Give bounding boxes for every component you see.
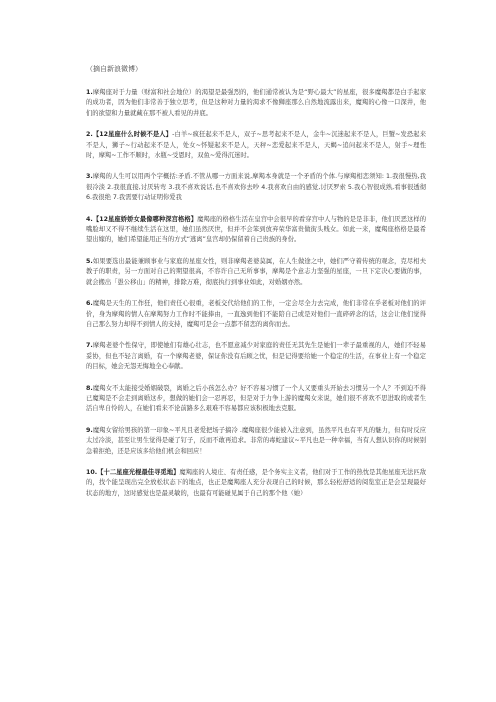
paragraph-number: 5. [86, 257, 93, 265]
paragraph [86, 130, 426, 161]
paragraph-text: 魔羯座的人境庄、有责任感，是个务实主义者，他们对于工作的热忱是其他星座无法匹敌的，找个能呈现出完全放松状态下的地点，也正是魔羯座人充分表现自己的时候，那么轻松舒适的阅览室正是会呈现最好状态的地方，这时感觉也是最灵敏的，也最有可能碰见属于自己的那个他（她） [86, 468, 427, 497]
paragraph [86, 299, 426, 330]
paragraph-text: 摩羯老婆个性保守，即使她们有雄心壮志，也不愿意减少对家庭的责任无其先生是她们一辈子最重视的人，她们不轻易妥协，但也不轻言离婚，有一个摩羯老婆，保证你没有后顾之忧，但是记得要给她一个稳定的生活，在事业上有一个稳定的目标，她会无怨无悔地全心奉献。 [86, 342, 426, 371]
paragraph [86, 257, 426, 288]
paragraph-text: 魔羯座的格格生活在皇宫中会很早的看穿宫中人与物的是是非非，他们厌恶这样的嘴脸却又不得不继续生活在这里，她们虽然厌世，但并不会笨到放弃荣华富贵做街头贱女。如此一来，魔羯座格格是最希望出嫁的，她们希望能用正当的方式“逃离”皇宫却仍保留着自己贵族的身份。 [86, 215, 427, 244]
paragraph-heading: 【12星座什么时候不是人】 [92, 131, 173, 139]
paragraph-text: 摩羯座对于力量（财富和社会地位）的渴望是最强烈的，他们通常被认为是“野心最大”的星座，很多魔羯都是白手起家的成功者，因为他们非常善于独立思考，但是这种对力量的渴求不像狮座那么自然地流露出来，魔羯的心像一口深井，他们的欲望和力量就藏在那不被人看见的井底。 [86, 89, 426, 117]
paragraph [86, 468, 426, 499]
paragraph-text: -白羊~疯狂起来不是人，双子~思考起来不是人，金牛~沉迷起来不是人，巨蟹~发恐起来不是人，狮子~行动起来不是人，处女~怀疑起来不是人，天秤~恋爱起来不是人，天蝎~追问起来不是人，射手~理性时，摩羯~工作不顺时，水瓶~受恩时，双鱼~爱得沉迷时。 [86, 131, 426, 160]
paragraph-text: 摩羯的人生可以用两个字概括:矛盾.不管从哪一方面来说,摩羯本身就是一个矛盾的个体.与摩羯相恋须知: 1.我很慢热,我很冷淡 2.我很直接,讨厌转弯 3.我不喜欢说话,也不喜欢你去吵 4.我喜欢自由的感觉,讨厌罗索 5.我心智很成熟,看事很透彻 6.我很绝 7.我需要行动证明你爱我 [86, 173, 426, 202]
paragraph-number: 6. [86, 300, 93, 308]
article-body [86, 88, 426, 499]
paragraph-number: 4. [86, 215, 93, 223]
paragraph [86, 341, 426, 372]
paragraph-heading: 【12星座娇娇女最像哪种深宫格格】 [92, 215, 198, 223]
paragraph-number: 9. [86, 426, 93, 434]
paragraph-text: 魔羯女留给男孩的第一印象~平凡且老爱把场子搞冷 .魔羯座很少能被入注意到，虽然平凡也有平凡的魅力，但有时反应太过冷淡，甚至让男生觉得是碰了钉子，反而不敢再追求。非常的毒蛇建议~平凡也是一种幸福，当有人想认识你的时候别急着拒绝，还是应该多给他们机会和回应！ [86, 426, 426, 455]
paragraph [86, 215, 426, 246]
paragraph-number: 10. [86, 468, 98, 476]
paragraph-heading: 【十二星座光棍最佳寻觅地】 [97, 468, 180, 476]
paragraph-number: 2. [86, 131, 93, 139]
paragraph [86, 426, 426, 457]
paragraph-number: 8. [86, 384, 93, 392]
paragraph [86, 88, 426, 119]
paragraph-number: 3. [86, 173, 93, 181]
paragraph [86, 384, 426, 415]
paragraph-number: 7. [86, 342, 93, 350]
paragraph [86, 172, 426, 203]
paragraph-number: 1. [86, 89, 93, 96]
paragraph-text: 魔羯女不太能接受婚姻破裂，离婚之后小孩怎么办？好不容易习惯了一个人又要重头开始去习惯另一个人？不到迫不得已魔羯是不会走到离婚这步，想做的她们会一忍再忍，但是对于力争上游的魔羯女来说，她们很不喜欢不思进取的或者生活自卑自怜的人，在她们看来不论前路多么艰难不容易都应该积极地去克服。 [86, 384, 426, 413]
paragraph-text: 魔羯是天生的工作狂，他们责任心很重，老板交代给他们的工作，一定会尽全力去完成，他们非常在乎老板对他们的评价，身为摩羯的情人在摩羯努力工作时不能捧由，一直逸到他们不能陪自己或是对他们一直碎碎念的话，这会让他们觉得自己那么努力却得不到情人的支持，魔羯可是会一点都不留恋的离你而去。 [86, 300, 426, 328]
paragraph-text: 如果要选出最能兼顾事业与家庭的星座女性，则非摩羯老婆莫属，在人生做途之中，她们严守着传统的观念，克尽相夫教子的职责，另一方面对自己的期望很高，不容许自己无所事事，摩羯是个意志力坚强的星座，一旦下定决心要做的事，就会搬出「愚公移山」的精神，排除万难，彻底执行到事业如此，对婚姻亦然。 [86, 257, 426, 286]
source-note: （摘自新浪微博） [86, 65, 142, 73]
